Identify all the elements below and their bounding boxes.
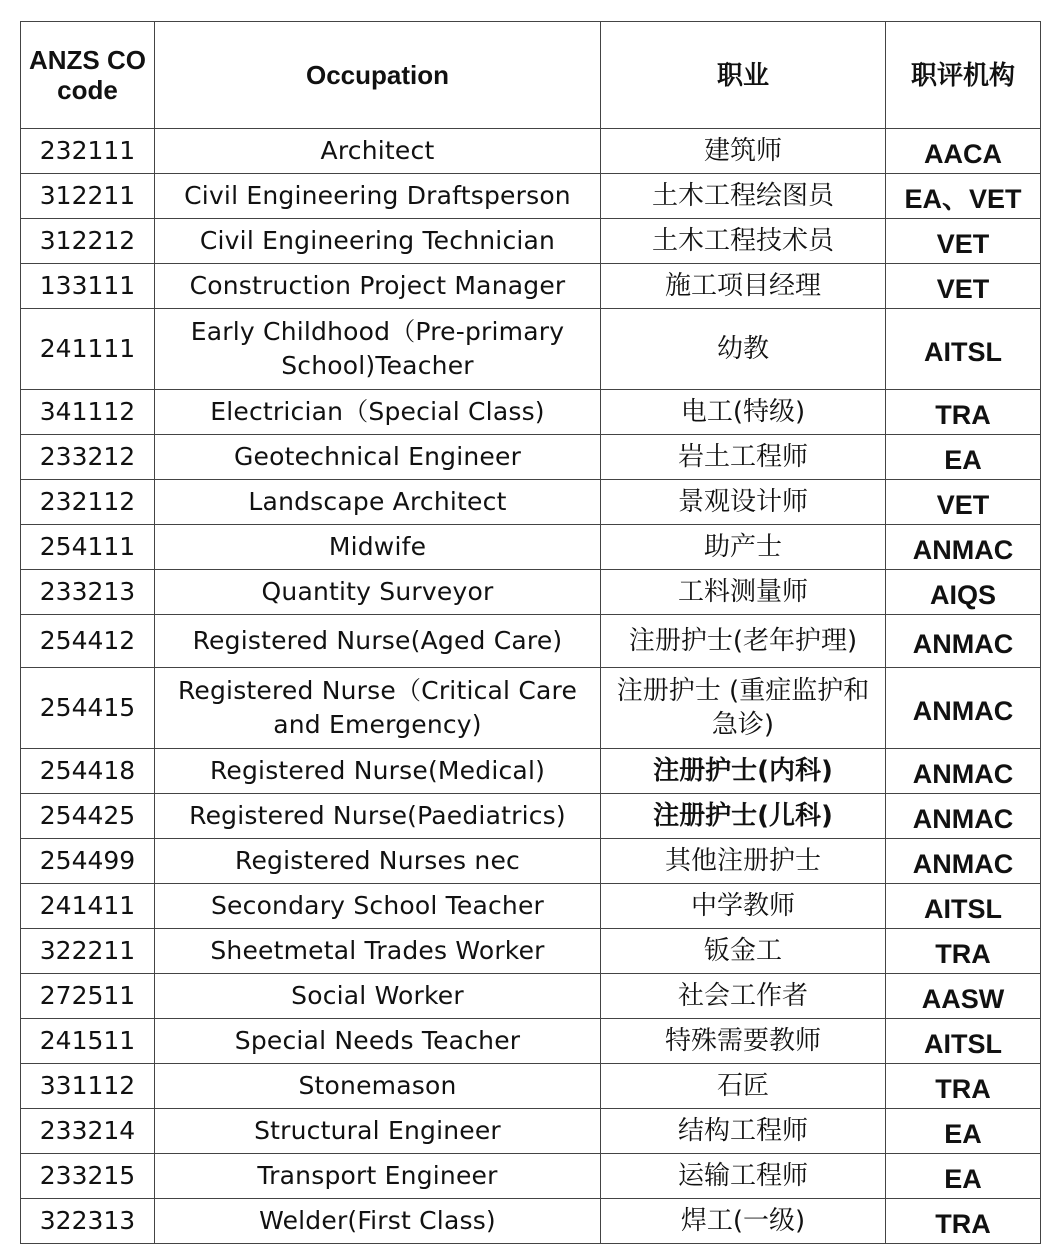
cell-authority: EA、VET: [886, 174, 1041, 219]
table-row: [21, 929, 1041, 974]
table-row: [21, 264, 1041, 309]
table-row: [21, 219, 1041, 264]
cell-occupation: Structural Engineer: [155, 1109, 601, 1154]
table-row: [21, 525, 1041, 570]
cell-authority: AIQS: [886, 570, 1041, 615]
cell-occupation: Registered Nurse(Medical): [155, 749, 601, 794]
cell-occupation: Electrician（Special Class): [155, 390, 601, 435]
table-row: [21, 1109, 1041, 1154]
cell-code: 233215: [21, 1154, 155, 1199]
cell-occupation-cn: 注册护士(老年护理): [601, 615, 886, 668]
cell-code: 241111: [21, 309, 155, 390]
cell-occupation: Midwife: [155, 525, 601, 570]
cell-occupation-cn: 岩土工程师: [601, 435, 886, 480]
cell-occupation: Registered Nurses nec: [155, 839, 601, 884]
table-row: [21, 974, 1041, 1019]
cell-occupation: Registered Nurse(Paediatrics): [155, 794, 601, 839]
cell-code: 241411: [21, 884, 155, 929]
cell-occupation: Registered Nurse（Critical Care and Emergency): [155, 668, 601, 749]
cell-occupation-cn: 注册护士 (重症监护和急诊): [601, 668, 886, 749]
cell-occupation-cn: 施工项目经理: [601, 264, 886, 309]
cell-occupation: Special Needs Teacher: [155, 1019, 601, 1064]
cell-occupation: Quantity Surveyor: [155, 570, 601, 615]
cell-code: 322313: [21, 1199, 155, 1244]
cell-occupation-cn: 土木工程绘图员: [601, 174, 886, 219]
cell-authority: ANMAC: [886, 525, 1041, 570]
cell-authority: ANMAC: [886, 794, 1041, 839]
cell-code: 254412: [21, 615, 155, 668]
cell-authority: TRA: [886, 390, 1041, 435]
table-row: [21, 668, 1041, 749]
cell-occupation: Sheetmetal Trades Worker: [155, 929, 601, 974]
table-row: [21, 1199, 1041, 1244]
cell-authority: AITSL: [886, 309, 1041, 390]
cell-code: 322211: [21, 929, 155, 974]
cell-occupation: Secondary School Teacher: [155, 884, 601, 929]
cell-code: 312211: [21, 174, 155, 219]
table-row: [21, 884, 1041, 929]
table-row: [21, 1154, 1041, 1199]
cell-authority: ANMAC: [886, 615, 1041, 668]
cell-occupation: Geotechnical Engineer: [155, 435, 601, 480]
table-row: [21, 570, 1041, 615]
cell-authority: VET: [886, 480, 1041, 525]
cell-code: 254111: [21, 525, 155, 570]
cell-authority: EA: [886, 1154, 1041, 1199]
header-code: ANZS CO code: [21, 22, 155, 129]
cell-occupation: Welder(First Class): [155, 1199, 601, 1244]
cell-authority: AASW: [886, 974, 1041, 1019]
cell-authority: ANMAC: [886, 749, 1041, 794]
cell-occupation-cn: 社会工作者: [601, 974, 886, 1019]
cell-occupation: Early Childhood（Pre-primary School)Teacher: [155, 309, 601, 390]
cell-authority: EA: [886, 1109, 1041, 1154]
cell-authority: AITSL: [886, 884, 1041, 929]
cell-occupation: Stonemason: [155, 1064, 601, 1109]
cell-code: 241511: [21, 1019, 155, 1064]
cell-occupation-cn: 中学教师: [601, 884, 886, 929]
cell-occupation-cn: 钣金工: [601, 929, 886, 974]
cell-occupation: Registered Nurse(Aged Care): [155, 615, 601, 668]
cell-code: 254499: [21, 839, 155, 884]
table-body: [21, 129, 1041, 1244]
cell-code: 341112: [21, 390, 155, 435]
cell-authority: ANMAC: [886, 668, 1041, 749]
cell-occupation-cn: 焊工(一级): [601, 1199, 886, 1244]
cell-code: 254418: [21, 749, 155, 794]
table-row: [21, 794, 1041, 839]
table-row: [21, 480, 1041, 525]
cell-code: 232111: [21, 129, 155, 174]
table-row: [21, 749, 1041, 794]
cell-occupation: Construction Project Manager: [155, 264, 601, 309]
cell-authority: AITSL: [886, 1019, 1041, 1064]
cell-occupation-cn: 注册护士(儿科): [601, 794, 886, 839]
cell-occupation-cn: 工料测量师: [601, 570, 886, 615]
cell-authority: AACA: [886, 129, 1041, 174]
table-row: [21, 1019, 1041, 1064]
table-row: [21, 615, 1041, 668]
cell-authority: VET: [886, 264, 1041, 309]
cell-code: 254415: [21, 668, 155, 749]
cell-occupation-cn: 特殊需要教师: [601, 1019, 886, 1064]
cell-occupation-cn: 石匠: [601, 1064, 886, 1109]
cell-authority: TRA: [886, 929, 1041, 974]
header-authority: 职评机构: [886, 22, 1041, 129]
table-header: [21, 22, 1041, 129]
cell-authority: TRA: [886, 1064, 1041, 1109]
cell-occupation-cn: 建筑师: [601, 129, 886, 174]
header-row: [21, 22, 1041, 129]
cell-code: 133111: [21, 264, 155, 309]
cell-authority: EA: [886, 435, 1041, 480]
cell-code: 232112: [21, 480, 155, 525]
cell-authority: VET: [886, 219, 1041, 264]
header-occupation: Occupation: [155, 22, 601, 129]
cell-authority: TRA: [886, 1199, 1041, 1244]
cell-occupation: Transport Engineer: [155, 1154, 601, 1199]
cell-code: 272511: [21, 974, 155, 1019]
table-row: [21, 435, 1041, 480]
cell-authority: ANMAC: [886, 839, 1041, 884]
table-row: [21, 309, 1041, 390]
cell-occupation: Landscape Architect: [155, 480, 601, 525]
cell-occupation-cn: 注册护士(内科): [601, 749, 886, 794]
table-row: [21, 174, 1041, 219]
cell-code: 331112: [21, 1064, 155, 1109]
cell-occupation-cn: 土木工程技术员: [601, 219, 886, 264]
cell-code: 233212: [21, 435, 155, 480]
cell-occupation: Civil Engineering Technician: [155, 219, 601, 264]
occupation-table: [20, 21, 1041, 1244]
cell-occupation-cn: 助产士: [601, 525, 886, 570]
cell-code: 312212: [21, 219, 155, 264]
cell-occupation-cn: 电工(特级): [601, 390, 886, 435]
table-row: [21, 839, 1041, 884]
cell-occupation-cn: 运输工程师: [601, 1154, 886, 1199]
table-row: [21, 1064, 1041, 1109]
table-row: [21, 390, 1041, 435]
cell-code: 233214: [21, 1109, 155, 1154]
cell-occupation-cn: 其他注册护士: [601, 839, 886, 884]
cell-occupation-cn: 结构工程师: [601, 1109, 886, 1154]
cell-code: 254425: [21, 794, 155, 839]
table-row: [21, 129, 1041, 174]
cell-code: 233213: [21, 570, 155, 615]
header-occupation-cn: 职业: [601, 22, 886, 129]
cell-occupation: Social Worker: [155, 974, 601, 1019]
cell-occupation-cn: 幼教: [601, 309, 886, 390]
cell-occupation: Civil Engineering Draftsperson: [155, 174, 601, 219]
cell-occupation-cn: 景观设计师: [601, 480, 886, 525]
cell-occupation: Architect: [155, 129, 601, 174]
